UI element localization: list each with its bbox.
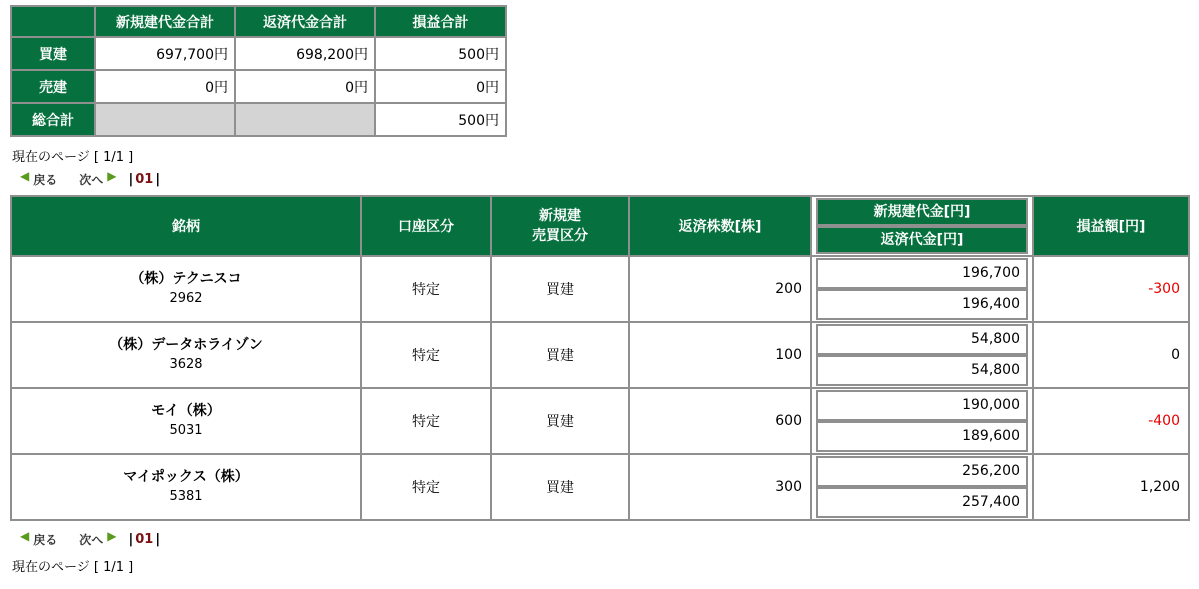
col-repay-amount: 返済代金[円]: [816, 226, 1028, 254]
current-page-label-bottom: 現在のページ [ 1/1 ]: [12, 560, 134, 575]
symbol-name: （株）データホライゾン: [109, 337, 263, 354]
position-row: [11, 454, 1189, 520]
back-arrow-icon[interactable]: ◀: [20, 529, 30, 543]
back-arrow-icon[interactable]: ◀: [20, 169, 30, 183]
symbol-name: （株）テクニスコ: [130, 271, 242, 288]
summary-header-row: [11, 6, 506, 37]
account-type-cell: 特定: [361, 256, 491, 322]
page-pipe-left: |: [128, 171, 134, 187]
current-page-label-top: 現在のページ [ 1/1 ]: [12, 150, 134, 165]
summary-row-grand-total-label: 総合計: [11, 103, 95, 136]
open-amount-value: 190,000: [816, 390, 1028, 421]
amounts-cell: [811, 388, 1033, 454]
summary-total-new-open-disabled: [95, 103, 235, 136]
page-number-link[interactable]: 01: [135, 171, 154, 187]
page-pipe-right: |: [155, 531, 161, 547]
summary-col-repay-total: 返済代金合計: [235, 6, 375, 37]
col-trade-type-line1: 新規建: [539, 207, 581, 224]
position-row: [11, 388, 1189, 454]
pager-nav-bottom: [20, 529, 1199, 549]
col-open-amount: 新規建代金[円]: [816, 198, 1028, 226]
repay-amount-value: 189,600: [816, 421, 1028, 452]
page-pipe-left: |: [128, 531, 134, 547]
account-type-cell: 特定: [361, 388, 491, 454]
symbol-code: 5031: [169, 423, 203, 439]
next-arrow-icon[interactable]: ▶: [107, 529, 117, 543]
symbol-cell: [11, 322, 361, 388]
amounts-cell: [811, 322, 1033, 388]
trade-type-cell: 買建: [491, 256, 629, 322]
pnl-cell: -400: [1033, 388, 1189, 454]
summary-sell-pnl: 0円: [375, 70, 506, 103]
summary-col-pnl-total: 損益合計: [375, 6, 506, 37]
repay-shares-cell: 200: [629, 256, 811, 322]
col-account-type: 口座区分: [361, 196, 491, 256]
col-trade-type-line2: 売買区分: [532, 228, 588, 244]
symbol-code: 3628: [169, 357, 203, 373]
amounts-cell: [811, 454, 1033, 520]
repay-amount-value: 196,400: [816, 289, 1028, 320]
summary-col-new-open-total: 新規建代金合計: [95, 6, 235, 37]
back-link[interactable]: 戻る: [33, 172, 58, 187]
next-link[interactable]: 次へ: [79, 532, 104, 547]
repay-amount-value: 54,800: [816, 355, 1028, 386]
page-pipe-right: |: [155, 171, 161, 187]
open-amount-value: 196,700: [816, 258, 1028, 289]
pnl-cell: 1,200: [1033, 454, 1189, 520]
repay-amount-value: 257,400: [816, 487, 1028, 518]
summary-row-buy: [11, 37, 506, 70]
summary-row-sell: [11, 70, 506, 103]
summary-total-repay-disabled: [235, 103, 375, 136]
page-number-link[interactable]: 01: [135, 531, 154, 547]
col-pnl: 損益額[円]: [1033, 196, 1189, 256]
col-repay-shares: 返済株数[株]: [629, 196, 811, 256]
summary-corner-cell: [11, 6, 95, 37]
summary-total-pnl: 500円: [375, 103, 506, 136]
amounts-cell: [811, 256, 1033, 322]
summary-row-buy-label: 買建: [11, 37, 95, 70]
symbol-name: モイ（株）: [151, 403, 221, 420]
symbol-cell: [11, 454, 361, 520]
next-arrow-icon[interactable]: ▶: [107, 169, 117, 183]
col-trade-type: [491, 196, 629, 256]
pnl-cell: -300: [1033, 256, 1189, 322]
summary-row-grand-total: [11, 103, 506, 136]
open-amount-value: 256,200: [816, 456, 1028, 487]
summary-sell-new-open: 0円: [95, 70, 235, 103]
position-row: [11, 322, 1189, 388]
positions-header-row: [11, 196, 1189, 256]
next-link[interactable]: 次へ: [79, 172, 104, 187]
back-link[interactable]: 戻る: [33, 532, 58, 547]
pager-nav-top: [20, 169, 1199, 189]
symbol-cell: [11, 388, 361, 454]
col-amounts: [811, 196, 1033, 256]
summary-row-sell-label: 売建: [11, 70, 95, 103]
symbol-name: マイポックス（株）: [123, 469, 249, 486]
summary-buy-new-open: 697,700円: [95, 37, 235, 70]
symbol-code: 5381: [169, 489, 203, 505]
account-type-cell: 特定: [361, 454, 491, 520]
repay-shares-cell: 600: [629, 388, 811, 454]
repay-shares-cell: 100: [629, 322, 811, 388]
trade-type-cell: 買建: [491, 322, 629, 388]
positions-table: [10, 195, 1190, 521]
trade-type-cell: 買建: [491, 388, 629, 454]
repay-shares-cell: 300: [629, 454, 811, 520]
account-type-cell: 特定: [361, 322, 491, 388]
summary-buy-repay: 698,200円: [235, 37, 375, 70]
summary-buy-pnl: 500円: [375, 37, 506, 70]
summary-table: [10, 5, 507, 137]
symbol-code: 2962: [169, 291, 203, 307]
pnl-cell: 0: [1033, 322, 1189, 388]
summary-sell-repay: 0円: [235, 70, 375, 103]
col-symbol: 銘柄: [11, 196, 361, 256]
open-amount-value: 54,800: [816, 324, 1028, 355]
position-row: [11, 256, 1189, 322]
trade-type-cell: 買建: [491, 454, 629, 520]
symbol-cell: [11, 256, 361, 322]
